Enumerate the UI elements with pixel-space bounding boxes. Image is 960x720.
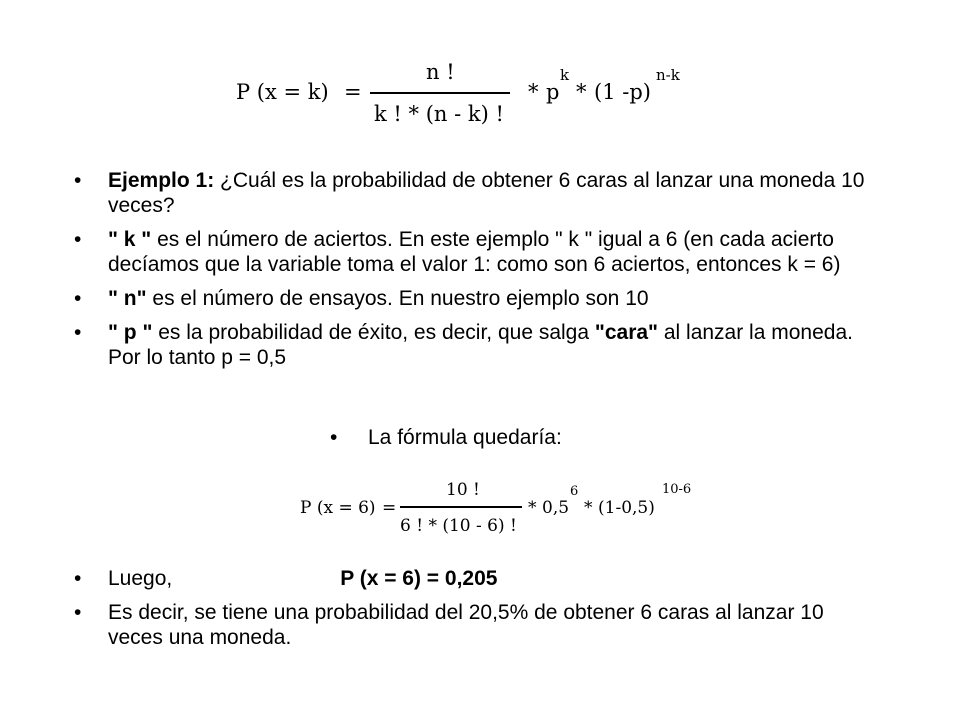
bullet-dot: • — [74, 321, 82, 344]
p-text-2: al lanzar la moneda. Por lo tanto p = 0,5 — [108, 321, 853, 369]
binomial-formula-instance — [296, 478, 716, 550]
list-item-luego — [74, 566, 874, 591]
n-label: " n" — [108, 287, 147, 310]
formula-numerator: 10 ! — [446, 480, 480, 500]
n-text: es el número de ensayos. En nuestro ejemplo son 10 — [146, 287, 649, 310]
list-item-k — [74, 227, 874, 277]
list-item-ejemplo — [74, 168, 874, 218]
bullet-dot: • — [330, 426, 338, 449]
p-cara: "cara" — [594, 321, 659, 344]
bullet-dot: • — [74, 228, 82, 251]
k-text: es el número de aciertos. En este ejemplo " k " igual a 6 (en cada acierto decíamos que la variable toma el valor 1: como son 6 aciertos, entonces k = 6) — [108, 228, 841, 276]
bullet-list-top — [74, 168, 874, 379]
list-item-conclusion — [74, 600, 874, 650]
formula-p-exponent: 6 — [570, 484, 579, 499]
formula-p: p — [546, 80, 560, 104]
formula-p-exponent: k — [560, 66, 570, 84]
luego-label: Luego, — [108, 567, 173, 590]
p-text-1: es la probabilidad de éxito, es decir, que salga — [152, 321, 595, 344]
formula-intro-text: La fórmula quedaría: — [368, 426, 562, 449]
ejemplo-label: Ejemplo 1: — [108, 169, 215, 192]
formula-multiply: * — [528, 498, 537, 518]
ejemplo-text: ¿Cuál es la probabilidad de obtener 6 caras al lanzar una moneda 10 veces? — [108, 169, 865, 217]
formula-denominator: k ! * (n - k) ! — [374, 102, 504, 126]
formula-numerator: n ! — [426, 60, 455, 84]
list-item-p — [74, 320, 874, 370]
formula-equals: = — [344, 80, 362, 104]
formula-p: 0,5 — [542, 498, 570, 518]
formula-equals: = — [382, 498, 397, 518]
luego-result: P (x = 6) = 0,205 — [340, 567, 498, 590]
formula-multiply: * — [584, 498, 593, 518]
formula-lhs: P (x = k) — [236, 80, 329, 104]
fraction-bar — [400, 506, 522, 508]
formula-q: (1 -p) — [594, 80, 651, 104]
bullet-dot: • — [74, 601, 82, 624]
conclusion-text: Es decir, se tiene una probabilidad del 20,5% de obtener 6 caras al lanzar 10 veces una moneda. — [108, 601, 824, 649]
bullet-list-bottom — [74, 566, 874, 659]
formula-q: (1-0,5) — [598, 498, 655, 518]
formula-multiply: * — [576, 80, 587, 104]
formula-denominator: 6 ! * (10 - 6) ! — [400, 516, 517, 536]
p-label: " p " — [108, 321, 153, 344]
formula-lhs: P (x = 6) — [300, 498, 376, 518]
binomial-formula-general — [230, 58, 690, 138]
list-item-n — [74, 286, 874, 311]
bullet-dot: • — [74, 567, 82, 590]
list-item-formula-intro — [330, 425, 562, 450]
formula-multiply: * — [528, 80, 539, 104]
formula-q-exponent: n-k — [656, 66, 680, 84]
bullet-dot: • — [74, 169, 82, 192]
formula-q-exponent: 10-6 — [662, 482, 692, 497]
k-label: " k " — [108, 228, 152, 251]
fraction-bar — [370, 92, 510, 94]
bullet-dot: • — [74, 287, 82, 310]
